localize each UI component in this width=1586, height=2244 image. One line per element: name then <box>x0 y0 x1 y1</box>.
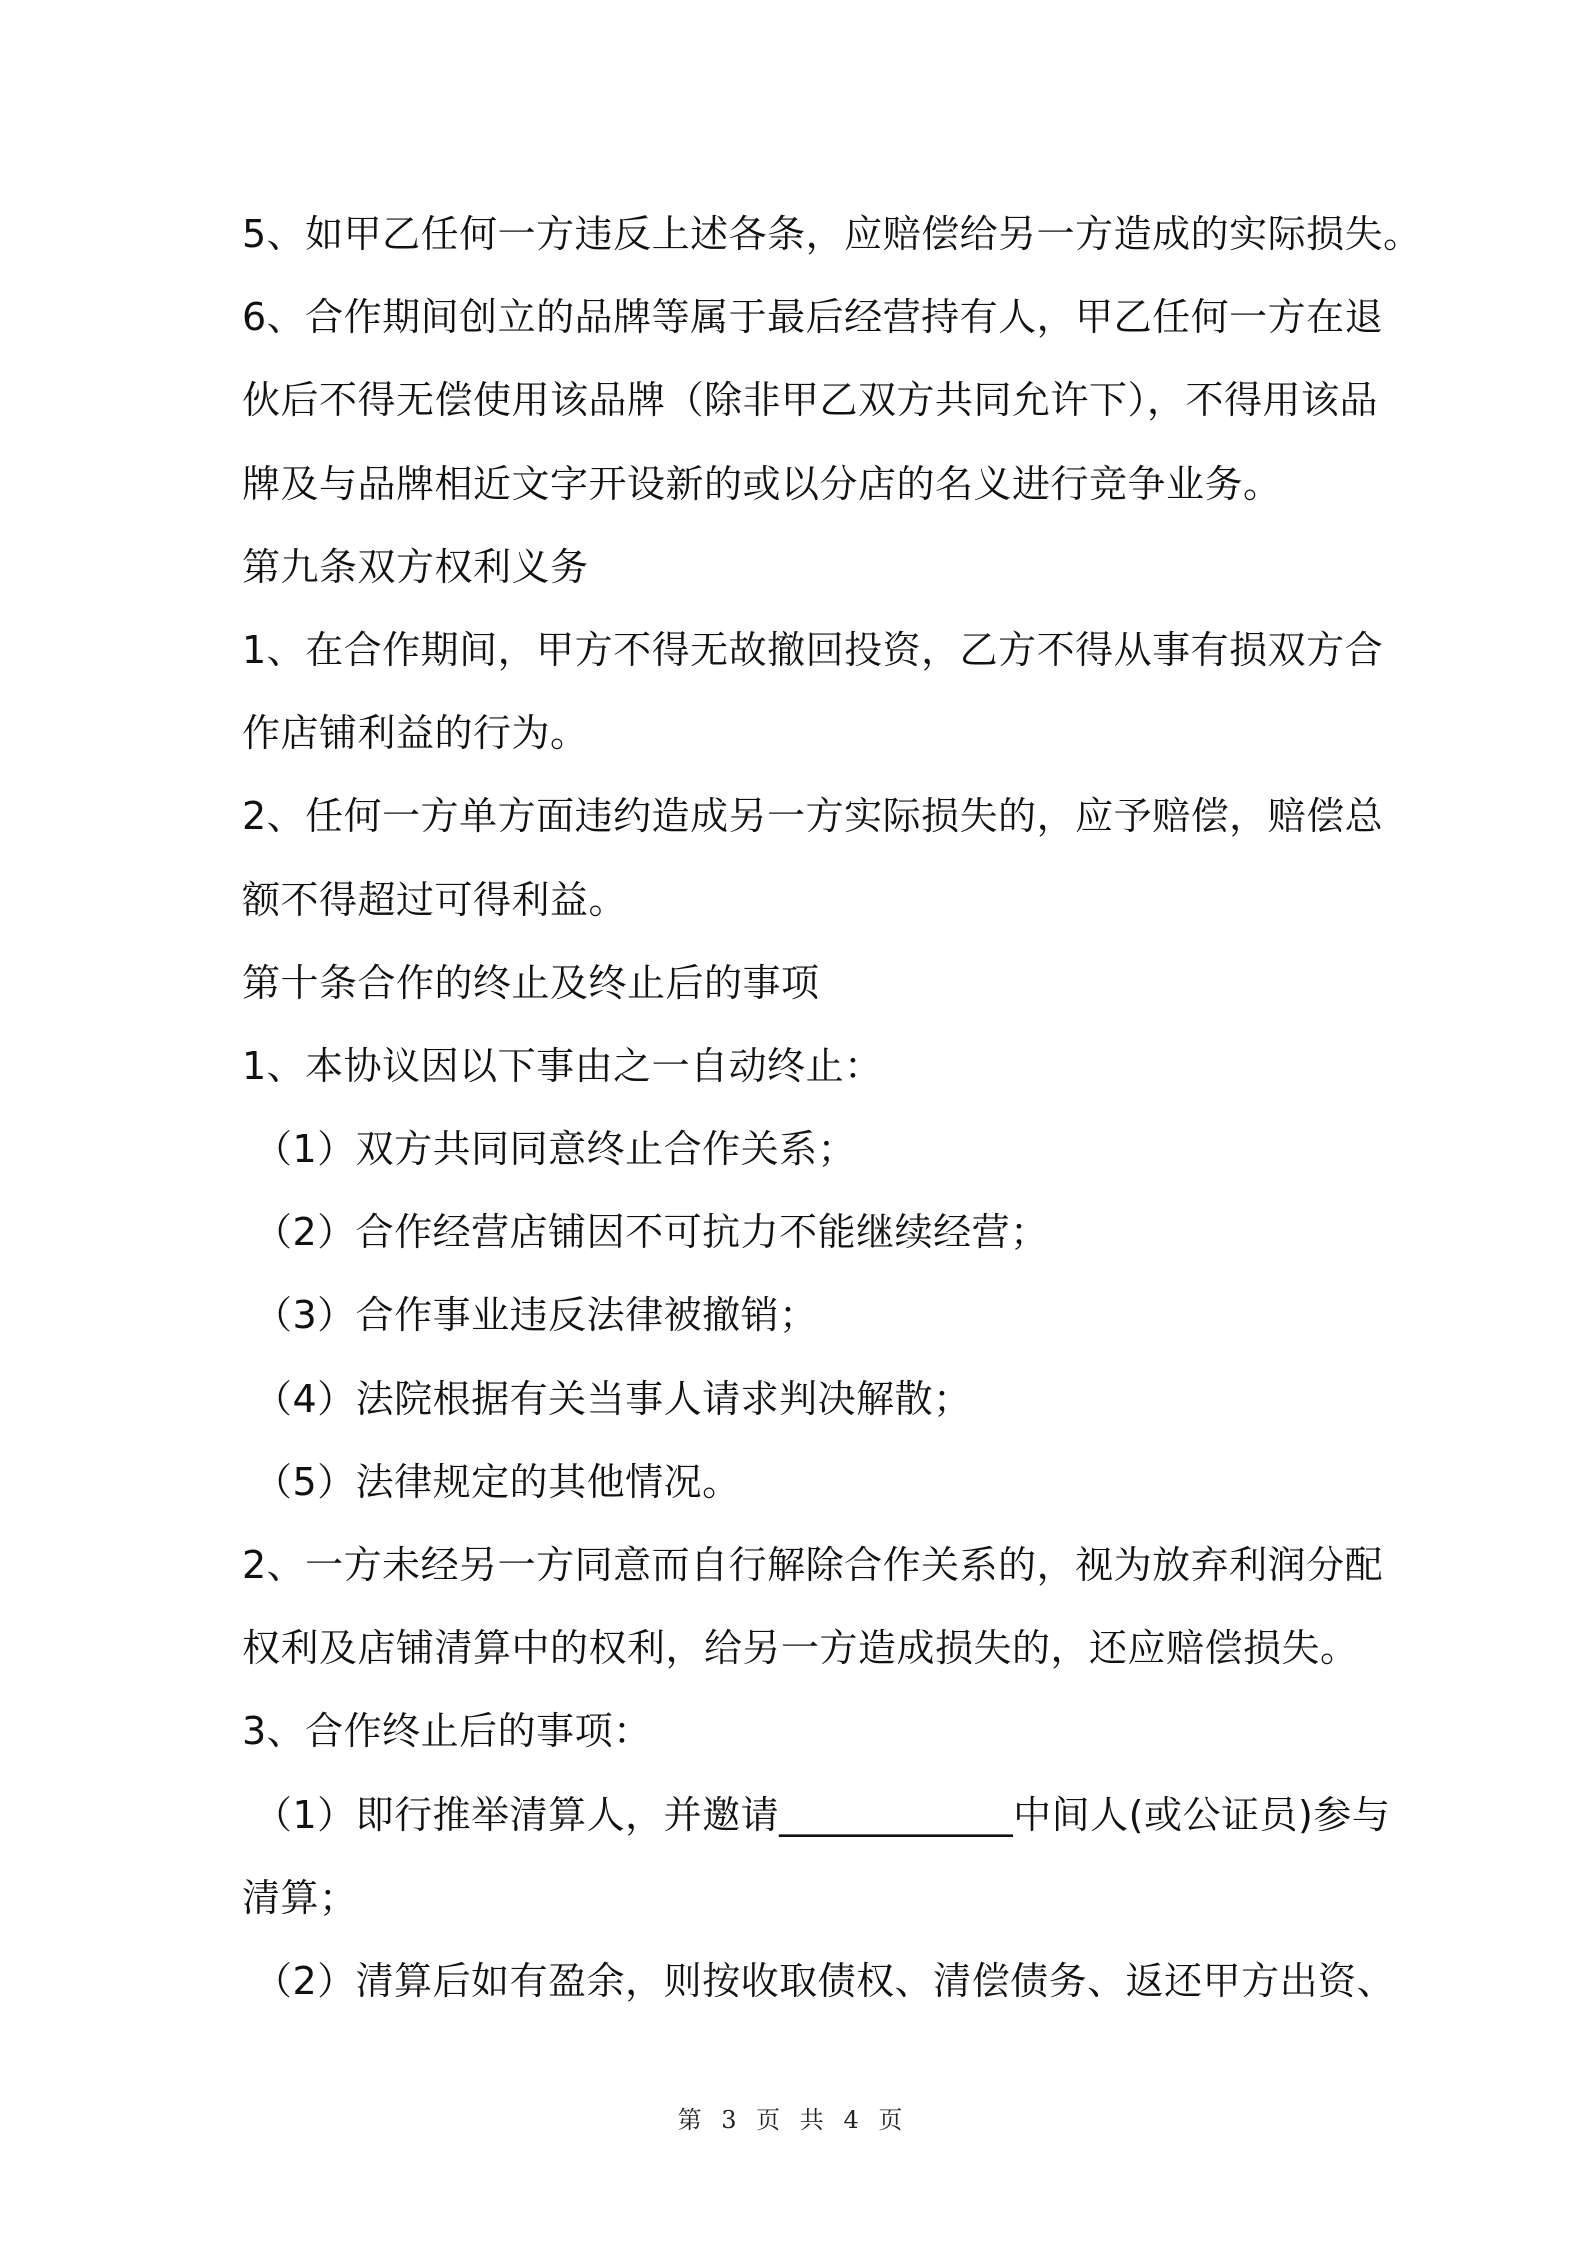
clause-6-line-3: 牌及与品牌相近文字开设新的或以分店的名义进行竞争业务。 <box>242 461 1282 506</box>
article-10-item-2-line-1: 2、一方未经另一方同意而自行解除合作关系的，视为放弃利润分配 <box>242 1543 1384 1587</box>
termination-reason-2: （2）合作经营店铺因不可抗力不能继续经营； <box>254 1210 1049 1255</box>
clause-6-line-1: 6、合作期间创立的品牌等属于最后经营持有人，甲乙任何一方在退 <box>242 295 1384 340</box>
article-9-heading: 第九条双方权利义务 <box>242 544 589 589</box>
clause-6-line-2: 伙后不得无偿使用该品牌（除非甲乙双方共同允许下），不得用该品 <box>242 378 1379 423</box>
termination-reason-3: （3）合作事业违反法律被撤销； <box>254 1293 818 1338</box>
termination-reason-4: （4）法院根据有关当事人请求判决解散； <box>254 1376 972 1421</box>
article-9-item-1-line-2: 作店铺利益的行为。 <box>242 711 589 756</box>
document-body <box>242 193 1422 2023</box>
termination-reason-5: （5）法律规定的其他情况。 <box>254 1459 741 1504</box>
article-10-item-2-line-2: 权利及店铺清算中的权利，给另一方造成损失的，还应赔偿损失。 <box>242 1626 1359 1671</box>
article-10-item-3: 3、合作终止后的事项： <box>242 1709 652 1754</box>
post-termination-step-1-line-1: （1）即行推举清算人，并邀请____________中间人(或公证员)参与 <box>254 1792 1391 1837</box>
article-9-item-1-line-1: 1、在合作期间，甲方不得无故撤回投资，乙方不得从事有损双方合 <box>242 627 1384 672</box>
termination-reason-1: （1）双方共同同意终止合作关系； <box>254 1127 857 1172</box>
post-termination-step-2-line-1: （2）清算后如有盈余，则按收取债权、清偿债务、返还甲方出资、 <box>254 1958 1396 2003</box>
article-10-heading: 第十条合作的终止及终止后的事项 <box>242 960 820 1005</box>
article-9-item-2-line-2: 额不得超过可得利益。 <box>242 877 628 922</box>
article-10-item-1: 1、本协议因以下事由之一自动终止： <box>242 1043 883 1088</box>
clause-5-line: 5、如甲乙任何一方违反上述各条，应赔偿给另一方造成的实际损失。 <box>242 212 1422 256</box>
post-termination-step-1-line-2: 清算； <box>242 1875 358 1920</box>
page-number-footer: 第 3 页 共 4 页 <box>677 2106 909 2134</box>
article-9-item-2-line-1: 2、任何一方单方面违约造成另一方实际损失的，应予赔偿，赔偿总 <box>242 794 1384 839</box>
